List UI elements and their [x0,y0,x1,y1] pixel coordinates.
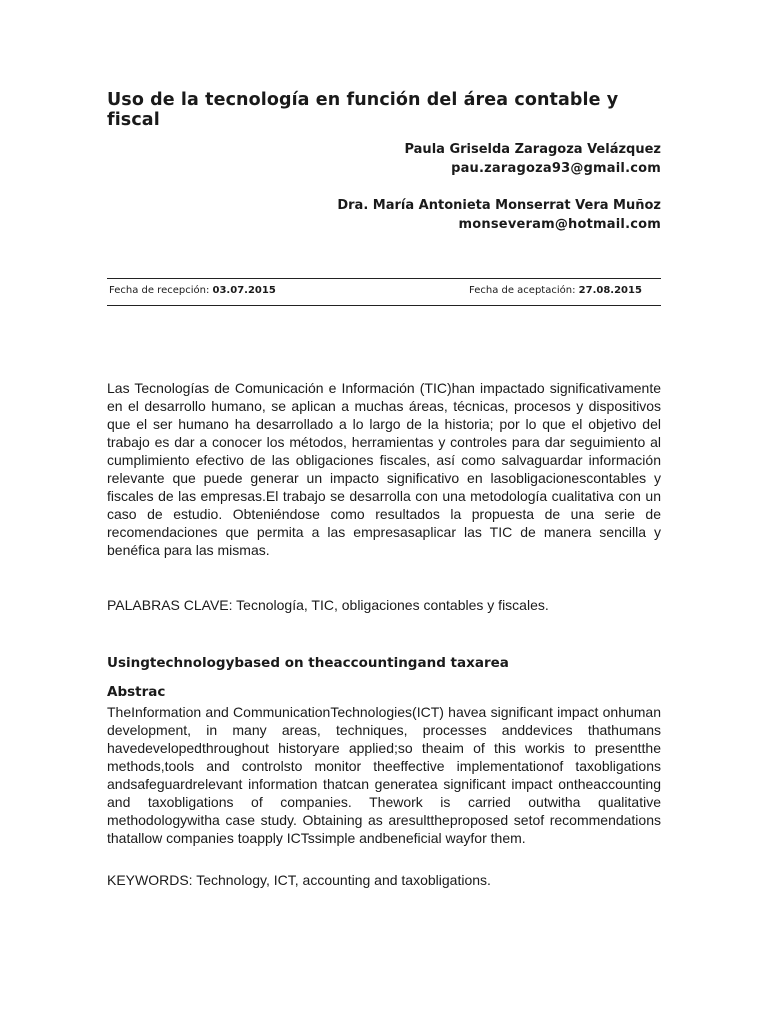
accepted-date [469,285,642,296]
english-title: Usingtechnologybased on theaccountingand taxarea [107,655,509,671]
accepted-label: Fecha de aceptación: [469,285,576,296]
author-block [101,140,661,178]
bottom-divider [107,305,661,306]
top-divider [107,278,661,279]
abstract-english: TheInformation and CommunicationTechnologies(ICT) havea significant impact onhuman development, in many areas, techniques, processes anddevices thathumans havedevelopedthroughout historyare applied;so theaim of this workis to presentthe methods,tools and controlsto monitor theeffective implementationof taxobligations andsafeguardrelevant information thatcan generatea significant impact ontheaccounting and taxobligations of companies. Thework is carried outwitha qualitative methodologywitha case study. Obtaining as aresulttheproposed setof recommendations thatallow companies toapply ICTssimple andbeneficial wayfor them. [107,704,661,846]
received-label: Fecha de recepción: [109,285,210,296]
keywords-english: KEYWORDS: Technology, ICT, accounting and taxobligations. [107,872,491,888]
author-email: monseveram@hotmail.com [458,217,661,232]
paper-title: Uso de la tecnología en función del área contable y fiscal [107,90,619,130]
author-list [101,140,661,234]
author-name: Dra. María Antonieta Monserrat Vera Muñoz [337,198,661,213]
received-value: 03.07.2015 [212,285,276,296]
abstract-heading: Abstrac [107,684,166,700]
author-name: Paula Griselda Zaragoza Velázquez [404,142,661,157]
accepted-value: 27.08.2015 [578,285,642,296]
received-date [109,285,276,296]
dates-bar [107,285,661,299]
abstract-spanish: Las Tecnologías de Comunicación e Información (TIC)han impactado significativamente en el desarrollo humano, se aplican a muchas áreas, técnicas, procesos y dispositivos que el ser humano ha desarrollado a lo largo de la historia; por lo que el objetivo del trabajo es dar a conocer los métodos, herramientas y controles para dar seguimiento al cumplimiento efectivo de las obligaciones fiscales, así como salvaguardar información relevante que puede generar un impacto significativo en lasobligacionescontables y fiscales de las empresas.El trabajo se desarrolla con una metodología cualitativa con un caso de estudio. Obteniéndose como resultados la propuesta de una serie de recomendaciones que permita a las empresasaplicar las TIC de manera sencilla y benéfica para las mismas. [107,380,661,558]
author-email: pau.zaragoza93@gmail.com [451,161,661,176]
author-block [101,196,661,234]
keywords-spanish: PALABRAS CLAVE: Tecnología, TIC, obligaciones contables y fiscales. [107,597,549,613]
